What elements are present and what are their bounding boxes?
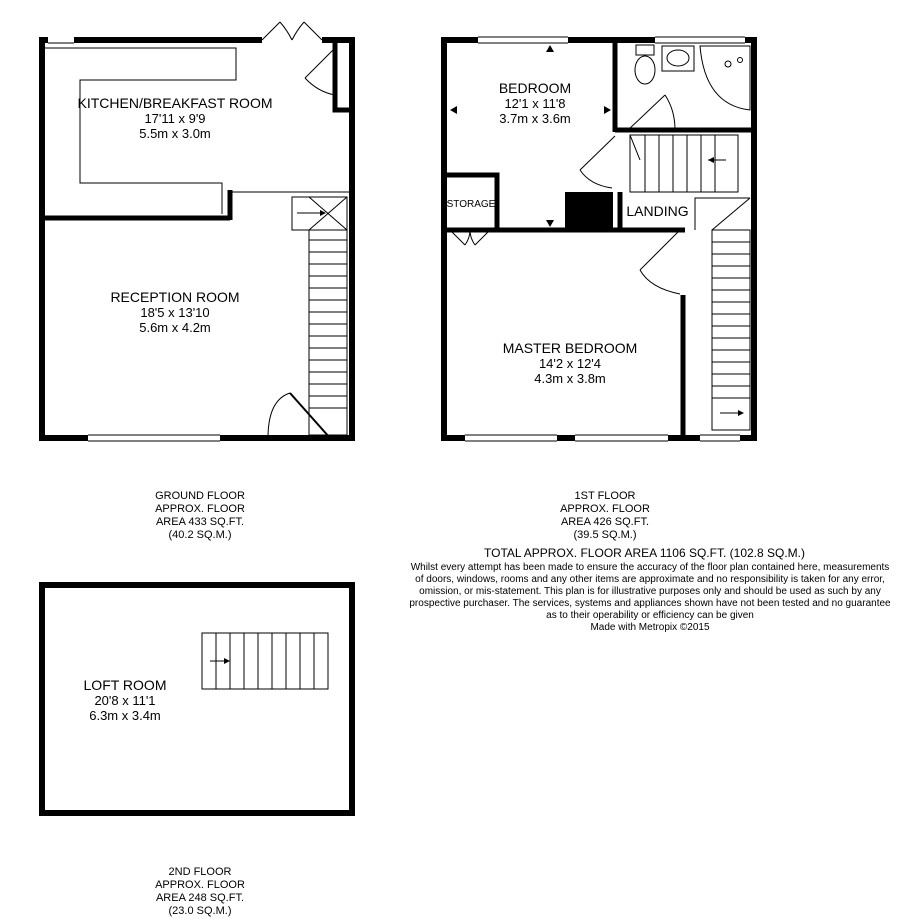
second-floor-area-line: APPROX. FLOOR — [155, 879, 245, 891]
made-with-credit: Made with Metropix ©2015 — [590, 622, 710, 633]
landing-label: LANDING — [626, 203, 689, 219]
loft-room-imperial: 20'8 x 11'1 — [94, 693, 156, 708]
kitchen-metric: 5.5m x 3.0m — [139, 126, 211, 141]
loft-room-metric: 6.3m x 3.4m — [89, 708, 161, 723]
first-floor-area — [535, 490, 675, 542]
first-floor-area-line: 1ST FLOOR — [574, 490, 636, 502]
disclaimer — [400, 562, 900, 634]
ground-floor-area-line: AREA 433 SQ.FT. — [155, 516, 245, 528]
ground-floor-area-line: (40.2 SQ.M.) — [168, 529, 232, 541]
master-bedroom-imperial: 14'2 x 12'4 — [538, 356, 602, 371]
first-floor-area-line: (39.5 SQ.M.) — [573, 529, 637, 541]
first-floor-area-line: AREA 426 SQ.FT. — [560, 516, 650, 528]
storage-label: STORAGE — [446, 199, 496, 210]
kitchen-name: KITCHEN/BREAKFAST ROOM — [77, 95, 273, 111]
loft-room-label — [70, 677, 180, 723]
bedroom-name: BEDROOM — [498, 80, 572, 96]
second-floor-area-line: 2ND FLOOR — [168, 866, 232, 878]
loft-room-name: LOFT ROOM — [83, 677, 167, 693]
ground-floor-area — [130, 490, 270, 542]
master-bedroom-metric: 4.3m x 3.8m — [534, 371, 606, 386]
second-floor-area — [130, 866, 270, 918]
kitchen-imperial: 17'11 x 9'9 — [144, 111, 206, 126]
disclaimer-line: omission, or mis-statement. This plan is for illustrative purposes only and should be used as such by any — [419, 586, 881, 597]
disclaimer-line: as to their operability or efficiency can be given — [546, 610, 754, 621]
reception-name: RECEPTION ROOM — [110, 289, 240, 305]
ground-floor-area-line: APPROX. FLOOR — [155, 503, 245, 515]
disclaimer-line: of doors, windows, rooms and any other items are approximate and no responsibility is taken for any error, — [415, 574, 885, 585]
kitchen-label — [60, 95, 290, 141]
reception-label — [60, 289, 290, 335]
total-floor-area: TOTAL APPROX. FLOOR AREA 1106 SQ.FT. (102.8 SQ.M.) — [484, 546, 805, 560]
master-bedroom-label — [470, 340, 670, 386]
reception-imperial: 18'5 x 13'10 — [140, 305, 210, 320]
second-floor-area-line: AREA 248 SQ.FT. — [155, 892, 245, 904]
bedroom-label — [470, 80, 600, 126]
master-bedroom-name: MASTER BEDROOM — [502, 340, 638, 356]
bedroom-metric: 3.7m x 3.6m — [499, 111, 571, 126]
ground-floor-area-line: GROUND FLOOR — [155, 490, 245, 502]
second-floor-area-line: (23.0 SQ.M.) — [168, 905, 232, 917]
disclaimer-line: Whilst every attempt has been made to ensure the accuracy of the floor plan contained here, measurements — [410, 562, 890, 573]
reception-metric: 5.6m x 4.2m — [139, 320, 211, 335]
first-floor-area-line: APPROX. FLOOR — [560, 503, 650, 515]
disclaimer-line: prospective purchaser. The services, systems and appliances shown have not been tested and no guarantee — [409, 598, 891, 609]
bedroom-imperial: 12'1 x 11'8 — [504, 96, 566, 111]
ground-floor-plan — [42, 22, 352, 441]
